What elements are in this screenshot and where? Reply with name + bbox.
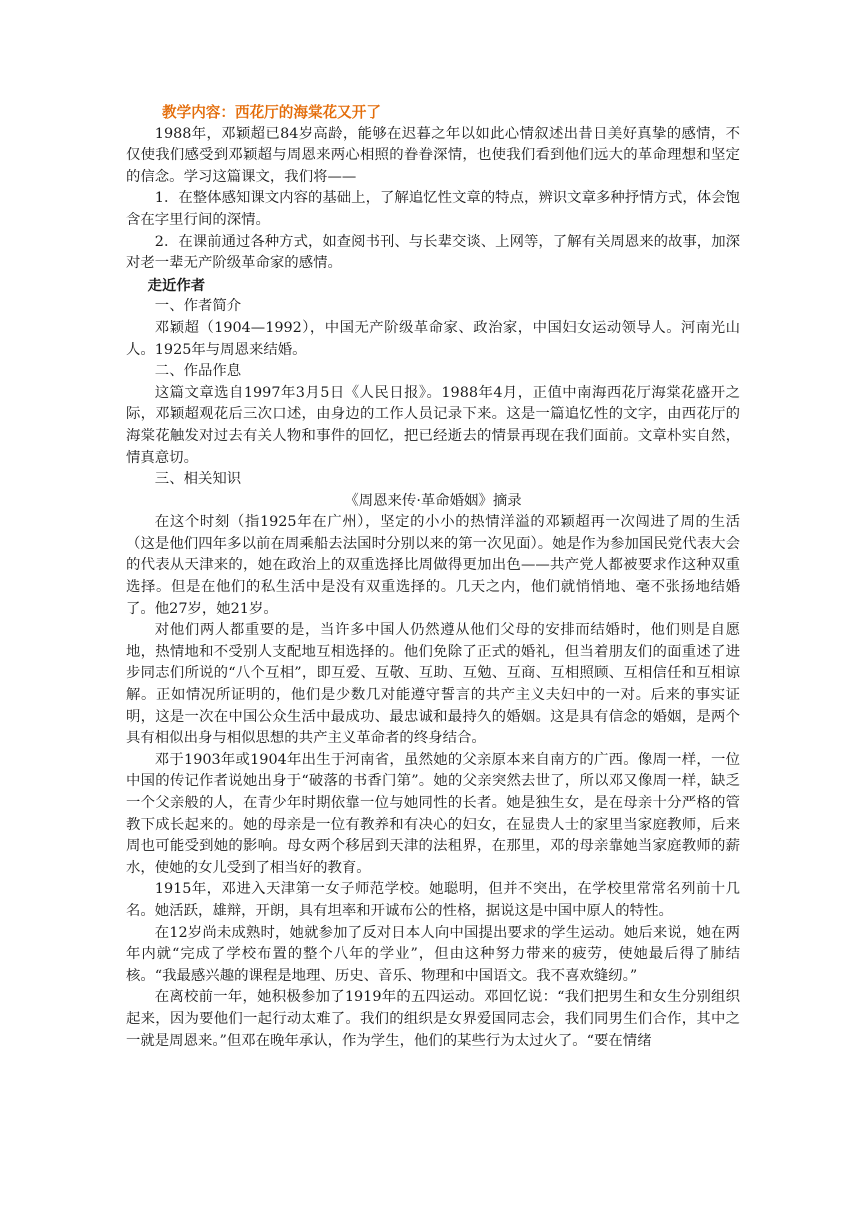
work-background-text: 这篇文章选自1997年3月5日《人民日报》。1988年4月，正值中南海西花厅海棠花盛开之际，邓颖超观花后三次口述，由身边的工作人员记录下来。这是一篇追忆性的文字，由西花厅的海棠花触发对过去有关人物和事件的回忆，把已经逝去的情景再现在我们面前。文章朴实自然，情真意切。 [126,384,740,466]
objective-2: 2．在课前通过各种方式，如查阅书刊、与长辈交谈、上网等，了解有关周恩来的故事，加深对老一辈无产阶级革命家的感情。 [126,233,740,272]
subheading-work-background: 二、作品作息 [154,363,242,380]
objective-1: 1．在整体感知课文内容的基础上，了解追忆性文章的特点，辨识文章多种抒情方式，体会饱含在字里行间的深情。 [126,190,740,228]
document-page [126,102,740,1052]
excerpt-paragraph: 对他们两人都重要的是，当许多中国人仍然遵从他们父母的安排而结婚时，他们则是自愿地，热情地和不受别人支配地互相选择的。他们免除了正式的婚礼，但当着朋友们的面重述了进步同志们所说的“八个互相”，即互爱、互敬、互助、互勉、互商、互相照顾、互相信任和互相谅解。正如情况所证明的，他们是少数几对能遵守誓言的共产主义夫妇中的一对。后来的事实证明，这是一次在中国公众生活中最成功、最忠诚和最持久的婚姻。这是具有信念的婚姻，是两个具有相似出身与相似思想的共产主义革命者的终身结合。 [126,622,740,747]
excerpt-paragraph: 在这个时刻（指1925年在广州），坚定的小小的热情洋溢的邓颖超再一次闯进了周的生活（这是他们四年多以前在周乘船去法国时分别以来的第一次见面）。她是作为参加国民党代表大会的代表从天津来的，她在政治上的双重选择比周做得更加出色——共产党人都被要求作这种双重选择。但是在他们的私生活中是没有双重选择的。几天之内，他们就悄悄地、毫不张扬地结婚了。他27岁，她21岁。 [126,514,740,617]
section-heading-author: 走近作者 [147,276,206,294]
excerpt-paragraph: 在12岁尚未成熟时，她就参加了反对日本人向中国提出要求的学生运动。她后来说，她在两年内就“完成了学校布置的整个八年的学业”，但由这种努力带来的疲劳，使她最后得了肺结核。“我最感兴趣的课程是地理、历史、音乐、物理和中国语文。我不喜欢缝纫。” [126,924,740,984]
excerpt-title: 《周恩来传·革命婚姻》摘录 [344,492,522,509]
intro-paragraph: 1988年，邓颖超已84岁高龄，能够在迟暮之年以如此心情叙述出昔日美好真挚的感情，不仅使我们感受到邓颖超与周恩来两心相照的眷眷深情，也使我们看到他们远大的革命理想和坚定的信念。学习这篇课文，我们将—— [126,125,740,185]
excerpt-paragraph: 1915年，邓进入天津第一女子师范学校。她聪明，但并不突出，在学校里常常名列前十几名。她活跃，雄辩，开朗，具有坦率和开诚布公的性格，据说这是中国中原人的特性。 [126,881,740,919]
excerpt-paragraph: 邓于1903年或1904年出生于河南省，虽然她的父亲原本来自南方的广西。像周一样，一位中国的传记作者说她出身于“破落的书香门第”。她的父亲突然去世了，所以邓又像周一样，缺乏一个父亲般的人，在青少年时期依靠一位与她同性的长者。她是独生女，是在母亲十分严格的管教下成长起来的。她的母亲是一位有教养和有决心的妇女，在显贵人士的家里当家庭教师，后来周也可能受到她的影响。母女两个移居到天津的法租界，在那里，邓的母亲靠她当家庭教师的薪水，使她的女儿受到了相当好的教育。 [126,751,740,876]
subheading-related-knowledge: 三、相关知识 [154,471,242,488]
subheading-author-intro: 一、作者简介 [154,298,242,315]
author-intro-text: 邓颖超（1904—1992），中国无产阶级革命家、政治家，中国妇女运动领导人。河南光山人。1925年与周恩来结婚。 [126,319,740,358]
lesson-title: 教学内容：西花厅的海棠花又开了 [162,104,381,121]
excerpt-paragraph: 在离校前一年，她积极参加了1919年的五四运动。邓回忆说：“我们把男生和女生分别组织起来，因为要他们一起行动太难了。我们的组织是女界爱国同志会，我们同男生们合作，其中之一就是周恩来。”但邓在晚年承认，作为学生，他们的某些行为太过火了。“要在情绪 [126,989,740,1049]
